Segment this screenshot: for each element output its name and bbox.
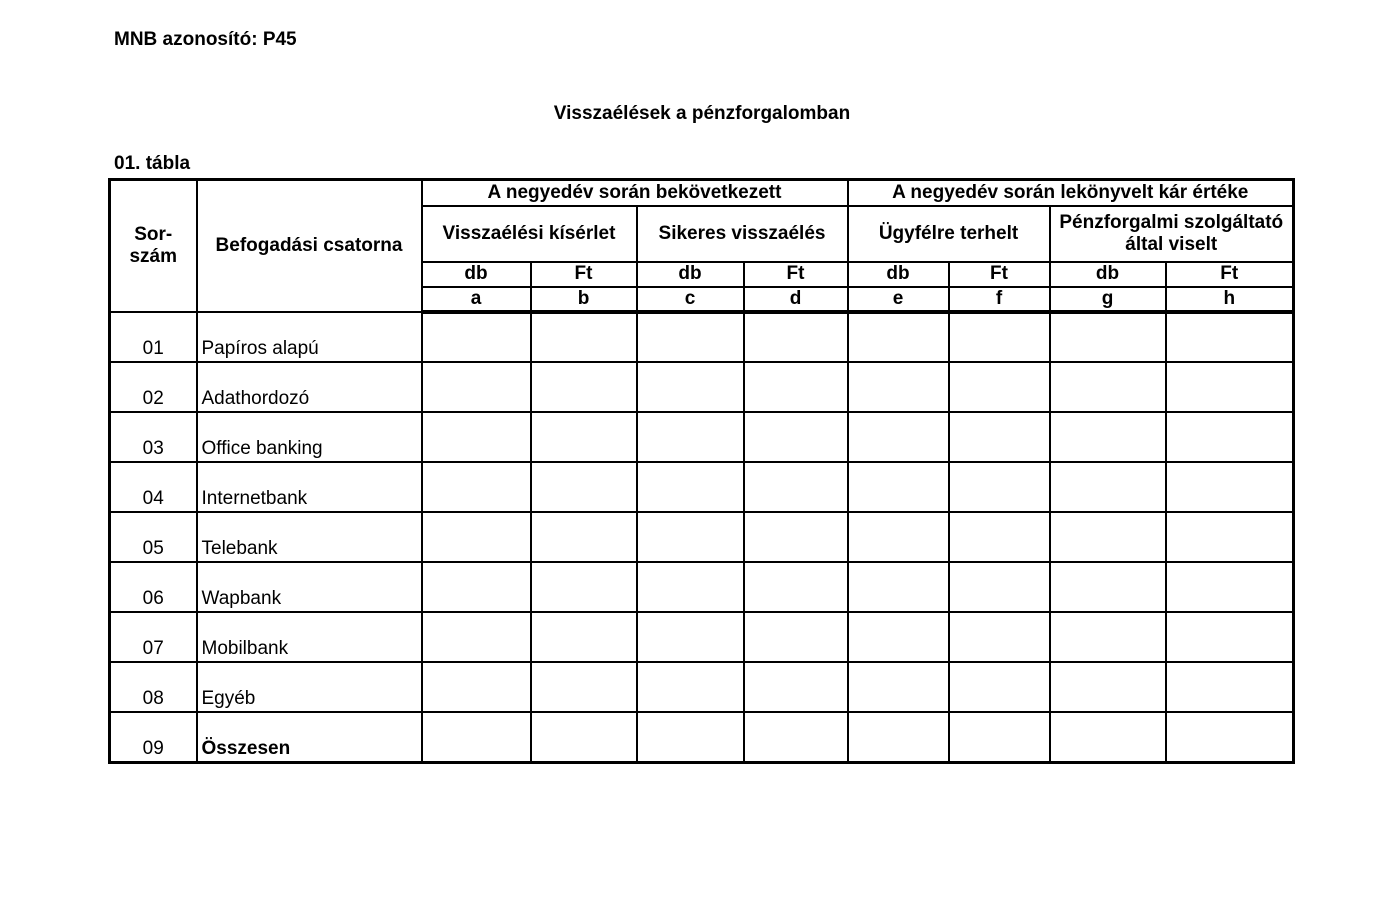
data-cell-b[interactable] [531, 312, 637, 362]
data-cell-f[interactable] [949, 612, 1050, 662]
data-cell-f[interactable] [949, 562, 1050, 612]
data-cell-d[interactable] [744, 662, 848, 712]
data-cell-d[interactable] [744, 512, 848, 562]
row-number: 01 [110, 312, 197, 362]
data-cell-f[interactable] [949, 662, 1050, 712]
data-cell-b[interactable] [531, 712, 637, 763]
group-header-occurred: A negyedév során bekövetkezett [422, 180, 848, 206]
data-cell-a[interactable] [422, 462, 531, 512]
data-cell-h[interactable] [1166, 512, 1294, 562]
row-channel-label: Internetbank [197, 462, 422, 512]
data-cell-h[interactable] [1166, 562, 1294, 612]
data-cell-g[interactable] [1050, 362, 1166, 412]
column-code-h: h [1166, 287, 1294, 312]
data-cell-a[interactable] [422, 612, 531, 662]
data-cell-f[interactable] [949, 312, 1050, 362]
data-cell-h[interactable] [1166, 362, 1294, 412]
row-channel-label: Office banking [197, 412, 422, 462]
column-code-c: c [637, 287, 744, 312]
row-number: 05 [110, 512, 197, 562]
data-cell-g[interactable] [1050, 712, 1166, 763]
data-cell-h[interactable] [1166, 712, 1294, 763]
data-cell-e[interactable] [848, 662, 949, 712]
unit-header-d: Ft [744, 262, 848, 287]
column-header-sorszam: Sor- szám [110, 180, 197, 312]
table-row [110, 362, 1294, 412]
data-cell-g[interactable] [1050, 412, 1166, 462]
data-cell-e[interactable] [848, 612, 949, 662]
unit-header-a: db [422, 262, 531, 287]
data-cell-b[interactable] [531, 412, 637, 462]
data-cell-b[interactable] [531, 462, 637, 512]
data-cell-g[interactable] [1050, 312, 1166, 362]
data-cell-a[interactable] [422, 312, 531, 362]
subheader-attempt: Visszaélési kísérlet [422, 206, 637, 262]
data-cell-f[interactable] [949, 412, 1050, 462]
table-body [110, 312, 1294, 763]
data-cell-a[interactable] [422, 662, 531, 712]
data-cell-h[interactable] [1166, 312, 1294, 362]
unit-header-c: db [637, 262, 744, 287]
table-row [110, 712, 1294, 763]
table-row [110, 512, 1294, 562]
row-channel-label: Telebank [197, 512, 422, 562]
unit-header-g: db [1050, 262, 1166, 287]
data-cell-b[interactable] [531, 512, 637, 562]
data-cell-e[interactable] [848, 512, 949, 562]
data-cell-b[interactable] [531, 362, 637, 412]
row-number: 08 [110, 662, 197, 712]
unit-header-h: Ft [1166, 262, 1294, 287]
data-cell-e[interactable] [848, 362, 949, 412]
row-channel-label: Mobilbank [197, 612, 422, 662]
data-cell-b[interactable] [531, 562, 637, 612]
data-cell-d[interactable] [744, 362, 848, 412]
document-title: Visszaélések a pénzforgalomban [553, 103, 851, 124]
data-cell-a[interactable] [422, 562, 531, 612]
data-cell-h[interactable] [1166, 462, 1294, 512]
unit-header-e: db [848, 262, 949, 287]
row-channel-label: Összesen [197, 712, 422, 763]
data-cell-f[interactable] [949, 512, 1050, 562]
subheader-provider-borne: Pénzforgalmi szolgáltató által viselt [1050, 206, 1294, 262]
data-cell-a[interactable] [422, 412, 531, 462]
subheader-customer-charged: Ügyfélre terhelt [848, 206, 1050, 262]
data-cell-d[interactable] [744, 312, 848, 362]
row-channel-label: Egyéb [197, 662, 422, 712]
data-cell-e[interactable] [848, 462, 949, 512]
data-cell-c[interactable] [637, 612, 744, 662]
data-cell-g[interactable] [1050, 462, 1166, 512]
data-cell-e[interactable] [848, 412, 949, 462]
data-cell-d[interactable] [744, 412, 848, 462]
data-cell-f[interactable] [949, 712, 1050, 763]
data-cell-a[interactable] [422, 512, 531, 562]
table-row [110, 462, 1294, 512]
data-cell-g[interactable] [1050, 562, 1166, 612]
data-cell-c[interactable] [637, 662, 744, 712]
column-code-e: e [848, 287, 949, 312]
fraud-report-table [108, 178, 1295, 764]
data-cell-b[interactable] [531, 662, 637, 712]
mnb-identifier: MNB azonosító: P45 [114, 29, 297, 50]
data-cell-d[interactable] [744, 462, 848, 512]
table-row [110, 312, 1294, 362]
data-cell-a[interactable] [422, 712, 531, 763]
row-number: 04 [110, 462, 197, 512]
data-cell-c[interactable] [637, 462, 744, 512]
column-code-a: a [422, 287, 531, 312]
row-channel-label: Adathordozó [197, 362, 422, 412]
column-code-b: b [531, 287, 637, 312]
data-cell-d[interactable] [744, 712, 848, 763]
table-row [110, 412, 1294, 462]
data-cell-h[interactable] [1166, 662, 1294, 712]
data-cell-e[interactable] [848, 312, 949, 362]
data-cell-g[interactable] [1050, 612, 1166, 662]
column-header-channel: Befogadási csatorna [197, 180, 422, 312]
unit-header-f: Ft [949, 262, 1050, 287]
data-cell-h[interactable] [1166, 612, 1294, 662]
data-cell-f[interactable] [949, 462, 1050, 512]
column-code-f: f [949, 287, 1050, 312]
data-cell-c[interactable] [637, 512, 744, 562]
row-number: 07 [110, 612, 197, 662]
data-cell-c[interactable] [637, 562, 744, 612]
data-cell-g[interactable] [1050, 662, 1166, 712]
table-number-label: 01. tábla [114, 153, 191, 174]
row-channel-label: Papíros alapú [197, 312, 422, 362]
data-cell-c[interactable] [637, 362, 744, 412]
group-header-booked-damage: A negyedév során lekönyvelt kár értéke [848, 180, 1294, 206]
data-cell-c[interactable] [637, 312, 744, 362]
table-row [110, 562, 1294, 612]
column-code-g: g [1050, 287, 1166, 312]
data-cell-c[interactable] [637, 712, 744, 763]
data-cell-e[interactable] [848, 562, 949, 612]
subheader-success: Sikeres visszaélés [637, 206, 848, 262]
data-cell-c[interactable] [637, 412, 744, 462]
data-cell-b[interactable] [531, 612, 637, 662]
data-cell-h[interactable] [1166, 412, 1294, 462]
table-row [110, 662, 1294, 712]
unit-header-b: Ft [531, 262, 637, 287]
row-number: 09 [110, 712, 197, 763]
data-cell-f[interactable] [949, 362, 1050, 412]
row-number: 03 [110, 412, 197, 462]
data-cell-d[interactable] [744, 612, 848, 662]
data-cell-e[interactable] [848, 712, 949, 763]
column-code-d: d [744, 287, 848, 312]
row-number: 06 [110, 562, 197, 612]
data-cell-d[interactable] [744, 562, 848, 612]
row-channel-label: Wapbank [197, 562, 422, 612]
table-row [110, 612, 1294, 662]
data-cell-a[interactable] [422, 362, 531, 412]
row-number: 02 [110, 362, 197, 412]
data-cell-g[interactable] [1050, 512, 1166, 562]
